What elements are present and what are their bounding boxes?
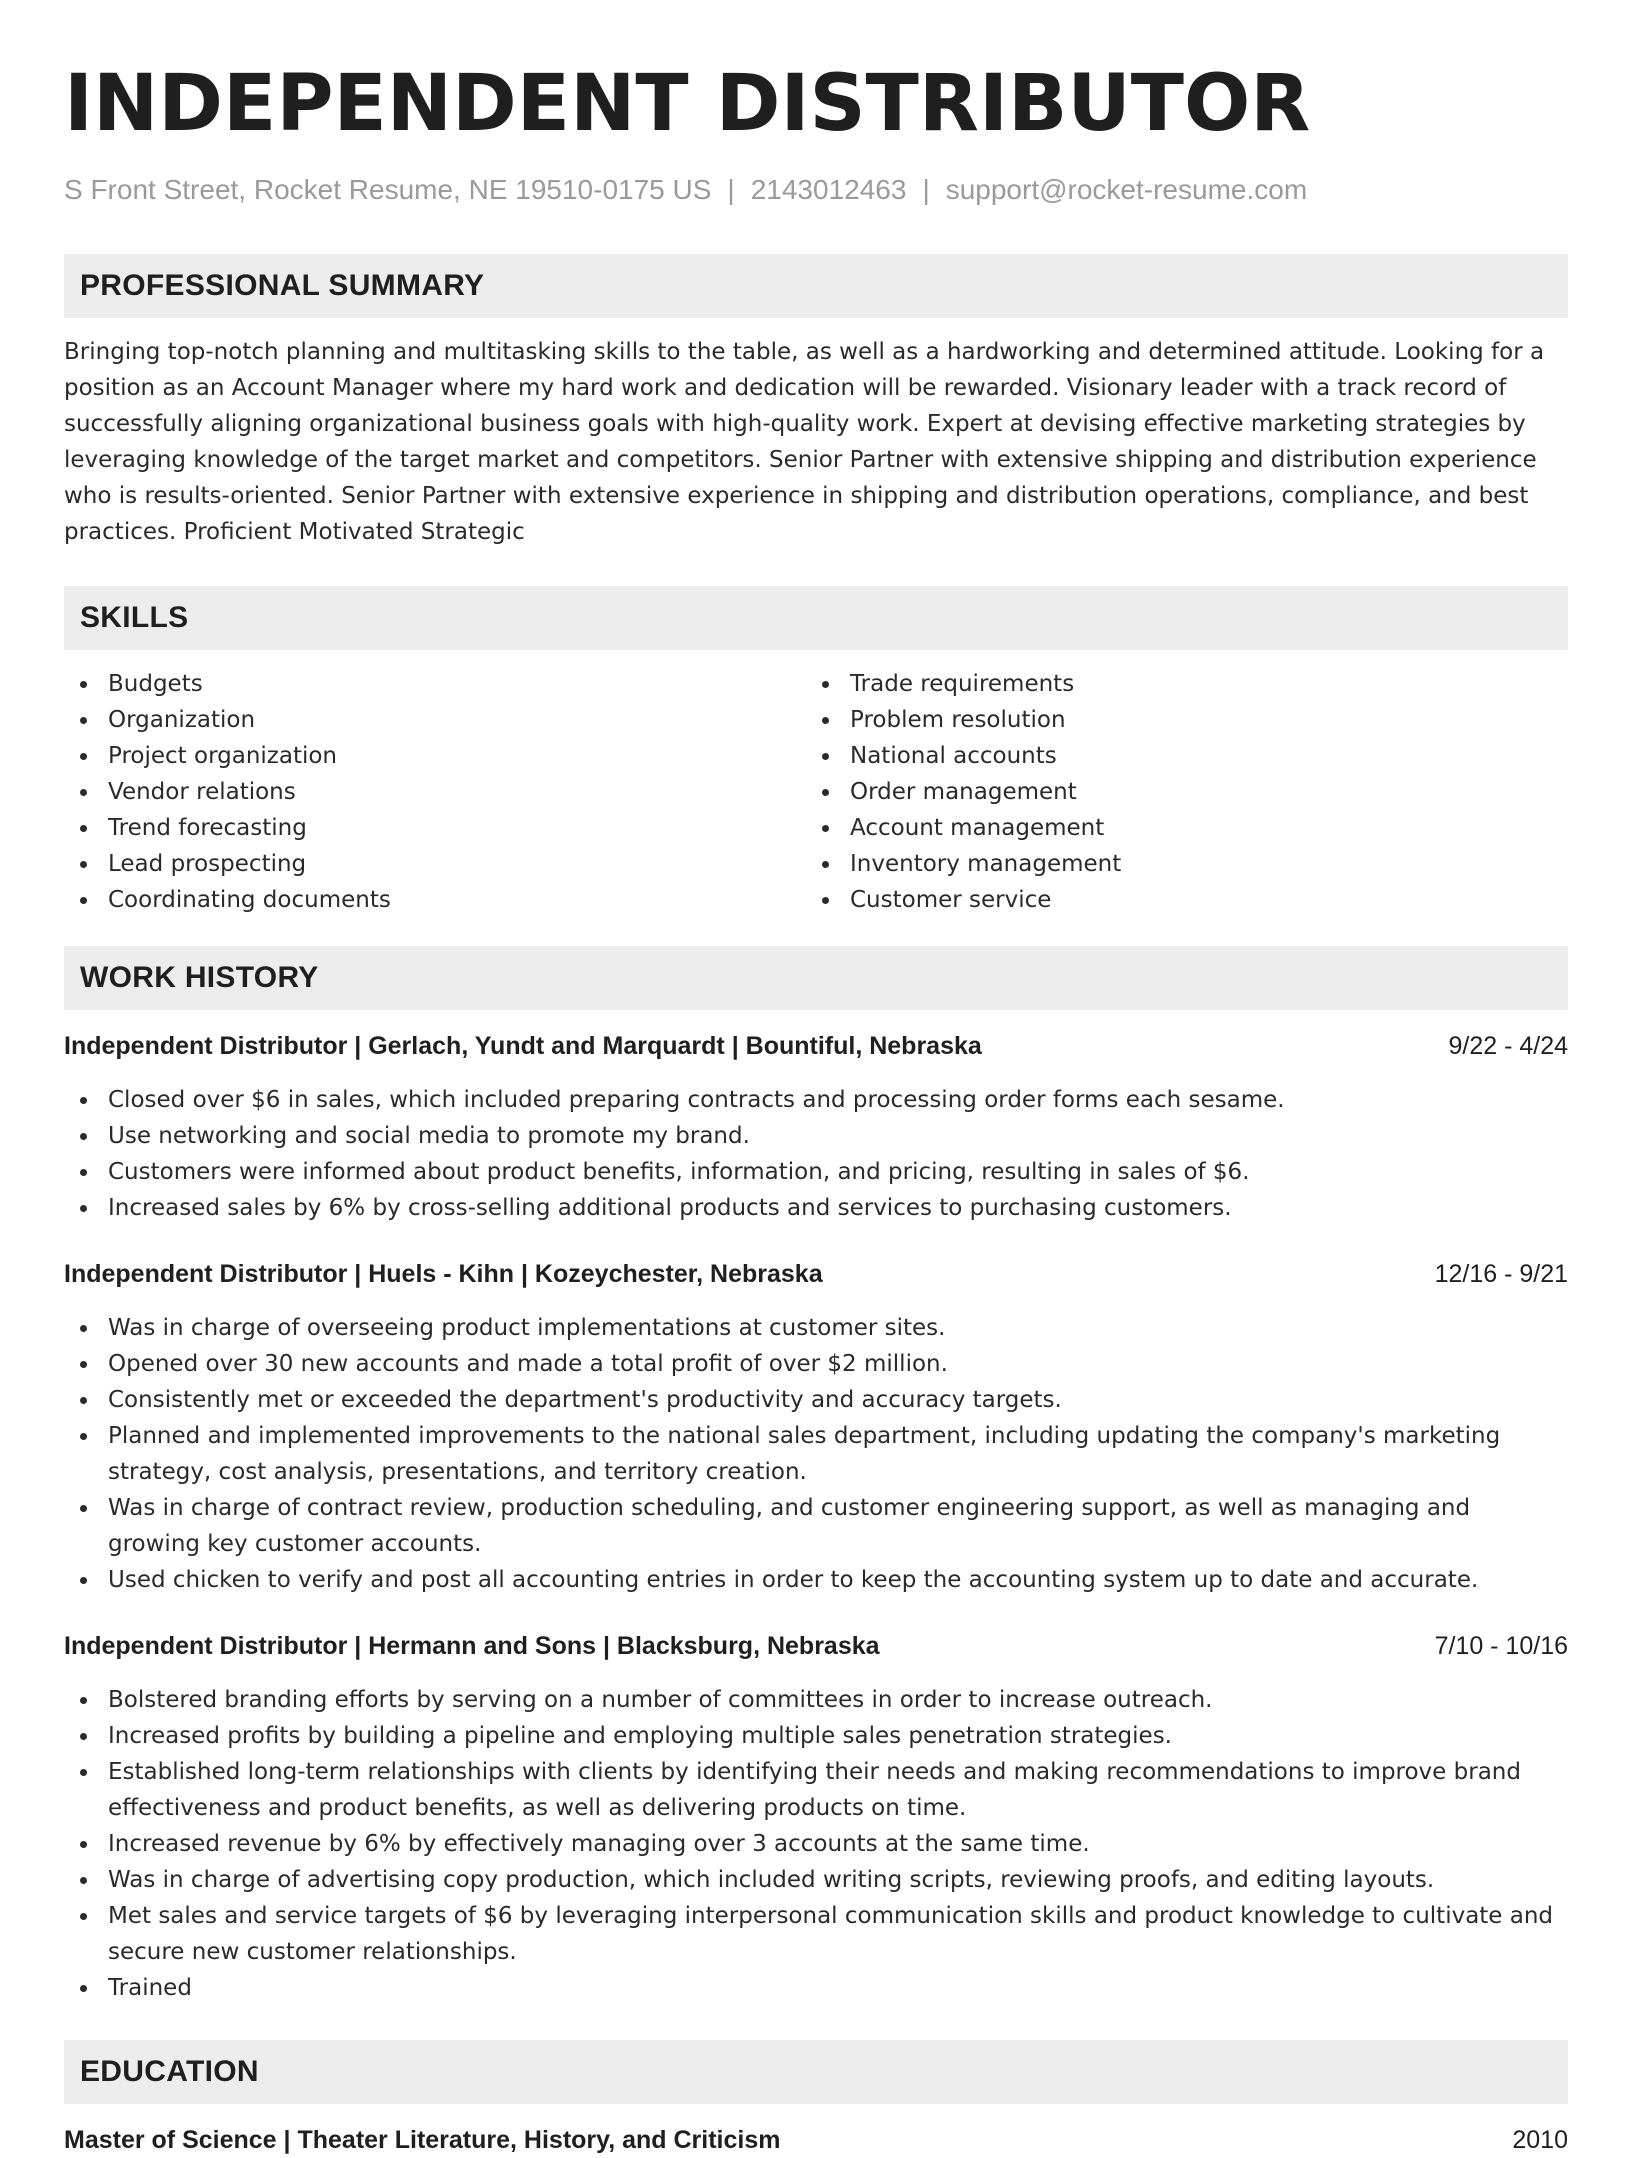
section-header-skills: SKILLS xyxy=(64,586,1568,650)
skill-item: Trade requirements xyxy=(806,666,1548,702)
job-bullet: Increased sales by 6% by cross-selling additional products and services to purchasing customers. xyxy=(64,1190,1568,1226)
skill-item: Account management xyxy=(806,810,1548,846)
job-bullet: Opened over 30 new accounts and made a total profit of over $2 million. xyxy=(64,1346,1568,1382)
skills-column-right xyxy=(806,666,1548,918)
section-header-education: EDUCATION xyxy=(64,2040,1568,2104)
job-bullet: Bolstered branding efforts by serving on a number of committees in order to increase outreach. xyxy=(64,1682,1568,1718)
skill-item: Inventory management xyxy=(806,846,1548,882)
education-year: 2010 xyxy=(1512,2126,1568,2154)
skill-item: Coordinating documents xyxy=(64,882,806,918)
job-header xyxy=(64,1028,1568,1064)
job-title: Independent Distributor | Hermann and Sons | Blacksburg, Nebraska xyxy=(64,1632,880,1660)
job-entry xyxy=(64,1628,1568,2006)
job-bullet: Use networking and social media to promote my brand. xyxy=(64,1118,1568,1154)
job-bullet: Trained xyxy=(64,1970,1568,2006)
skill-item: Project organization xyxy=(64,738,806,774)
job-dates: 7/10 - 10/16 xyxy=(1434,1632,1568,1660)
job-bullet: Customers were informed about product benefits, information, and pricing, resulting in sales of $6. xyxy=(64,1154,1568,1190)
skill-item: Trend forecasting xyxy=(64,810,806,846)
skill-item: Order management xyxy=(806,774,1548,810)
job-bullets xyxy=(64,1682,1568,2006)
job-title: Independent Distributor | Gerlach, Yundt and Marquardt | Bountiful, Nebraska xyxy=(64,1032,982,1060)
skill-item: Organization xyxy=(64,702,806,738)
job-bullet: Increased revenue by 6% by effectively managing over 3 accounts at the same time. xyxy=(64,1826,1568,1862)
summary-text: Bringing top-notch planning and multitasking skills to the table, as well as a hardworking and determined attitude. Looking for a position as an Account Manager where my hard work and dedication will be rewarded. Visionary leader with a track record of successfully aligning organizational business goals with high-quality work. Expert at devising effective marketing strategies by leveraging knowledge of the target market and competitors. Senior Partner with extensive shipping and distribution experience who is results-oriented. Senior Partner with extensive experience in shipping and distribution operations, compliance, and best practices. Proficient Motivated Strategic xyxy=(64,339,1545,545)
job-entry xyxy=(64,1256,1568,1598)
job-title: Independent Distributor | Huels - Kihn | Kozeychester, Nebraska xyxy=(64,1260,823,1288)
skill-item: Lead prospecting xyxy=(64,846,806,882)
contact-separator: | xyxy=(727,174,735,205)
section-header-work-history: WORK HISTORY xyxy=(64,946,1568,1010)
contact-phone: 2143012463 xyxy=(750,174,907,205)
education-entry xyxy=(64,2122,1568,2158)
job-header xyxy=(64,1256,1568,1292)
job-header xyxy=(64,1628,1568,1664)
job-bullet: Used chicken to verify and post all accounting entries in order to keep the accounting system up to date and accurate. xyxy=(64,1562,1568,1598)
job-entry xyxy=(64,1028,1568,1226)
candidate-name: INDEPENDENT DISTRIBUTOR xyxy=(64,59,1311,149)
education-degree: Master of Science | Theater Literature, History, and Criticism xyxy=(64,2126,781,2154)
job-bullet: Was in charge of advertising copy production, which included writing scripts, reviewing proofs, and editing layouts. xyxy=(64,1862,1568,1898)
job-bullet: Increased profits by building a pipeline and employing multiple sales penetration strategies. xyxy=(64,1718,1568,1754)
skill-item: Budgets xyxy=(64,666,806,702)
job-bullets xyxy=(64,1082,1568,1226)
job-bullets xyxy=(64,1310,1568,1598)
job-bullet: Met sales and service targets of $6 by leveraging interpersonal communication skills and product knowledge to cultivate and secure new customer relationships. xyxy=(64,1898,1568,1970)
job-bullet: Was in charge of contract review, production scheduling, and customer engineering support, as well as managing and growing key customer accounts. xyxy=(64,1490,1568,1562)
job-dates: 9/22 - 4/24 xyxy=(1448,1032,1568,1060)
job-bullet: Consistently met or exceeded the department's productivity and accuracy targets. xyxy=(64,1382,1568,1418)
skills-column-left xyxy=(64,666,806,918)
section-header-summary: PROFESSIONAL SUMMARY xyxy=(64,254,1568,318)
skill-item: Vendor relations xyxy=(64,774,806,810)
job-bullet: Closed over $6 in sales, which included preparing contracts and processing order forms each sesame. xyxy=(64,1082,1568,1118)
contact-separator: | xyxy=(922,174,930,205)
resume-page xyxy=(64,56,1568,2158)
job-bullet: Established long-term relationships with clients by identifying their needs and making recommendations to improve brand effectiveness and product benefits, as well as delivering products on time. xyxy=(64,1754,1568,1826)
skill-item: Problem resolution xyxy=(806,702,1548,738)
job-dates: 12/16 - 9/21 xyxy=(1434,1260,1568,1288)
job-bullet: Was in charge of overseeing product implementations at customer sites. xyxy=(64,1310,1568,1346)
skills-grid xyxy=(64,666,1568,918)
skill-item: National accounts xyxy=(806,738,1548,774)
skill-item: Customer service xyxy=(806,882,1548,918)
contact-email: support@rocket-resume.com xyxy=(945,174,1308,205)
contact-line xyxy=(64,172,1568,208)
job-bullet: Planned and implemented improvements to the national sales department, including updating the company's marketing strategy, cost analysis, presentations, and territory creation. xyxy=(64,1418,1568,1490)
contact-address: S Front Street, Rocket Resume, NE 19510-0175 US xyxy=(64,174,712,205)
